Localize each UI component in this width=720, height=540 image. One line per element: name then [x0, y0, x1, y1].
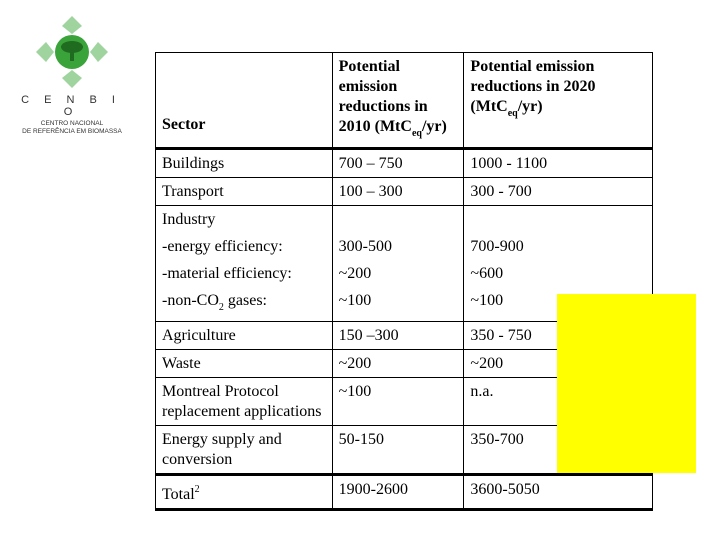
sector-cell: Total$^2$: [156, 475, 333, 510]
value-2020-cell: ~200: [464, 350, 653, 378]
logo-subtitle: [12, 120, 132, 136]
value-2020-cell: 1000 - 1100: [464, 149, 653, 178]
table-row: [156, 149, 653, 178]
sector-cell: Montreal Protocol replacement applications: [156, 378, 333, 426]
logo-subtitle-line1: CENTRO NACIONAL: [40, 120, 104, 127]
value-2010-cell: 50-150: [332, 426, 464, 475]
table-row-total: [156, 475, 653, 510]
sector-cell: Energy supply and conversion: [156, 426, 333, 475]
value-2020-cell: 350 - 750: [464, 322, 653, 350]
value-2020-cell: 300 - 700: [464, 178, 653, 206]
value-2010-cell: 700 – 750: [332, 149, 464, 178]
sector-cell: Waste: [156, 350, 333, 378]
tree-globe-icon: [34, 14, 110, 92]
value-2020-cell: 700-900 ~600 ~100: [464, 206, 653, 322]
value-2020-cell: 350-700: [464, 426, 653, 475]
sector-cell: Buildings: [156, 149, 333, 178]
table-header-row: [156, 53, 653, 149]
value-2010-cell: 1900-2600: [332, 475, 464, 510]
value-2010-cell: 150 –300: [332, 322, 464, 350]
value-2020-cell: n.a.: [464, 378, 653, 426]
logo-name: C E N B I O: [21, 94, 121, 118]
sector-cell: Industry -energy efficiency: -material efficiency: $-non-CO_2$ gases:: [156, 206, 333, 322]
yellow-highlight-box: [557, 294, 696, 473]
cenbio-logo: [12, 14, 132, 134]
value-2010-cell: ~100: [332, 378, 464, 426]
value-2020-cell: 3600-5050: [464, 475, 653, 510]
table-row: [156, 178, 653, 206]
sector-cell: Transport: [156, 178, 333, 206]
value-2010-cell: ~200: [332, 350, 464, 378]
value-2010-cell: 300-500 ~200 ~100: [332, 206, 464, 322]
logo-subtitle-line2: DE REFERÊNCIA EM BIOMASSA: [22, 128, 122, 135]
header-2020: Potential emission reductions in 2020 (MtC$_{eq}$/yr): [464, 53, 653, 149]
header-sector: Sector: [156, 53, 333, 149]
header-2010: Potential emission reductions in 2010 (MtC$_{eq}$/yr): [332, 53, 464, 149]
sector-cell: Agriculture: [156, 322, 333, 350]
value-2010-cell: 100 – 300: [332, 178, 464, 206]
